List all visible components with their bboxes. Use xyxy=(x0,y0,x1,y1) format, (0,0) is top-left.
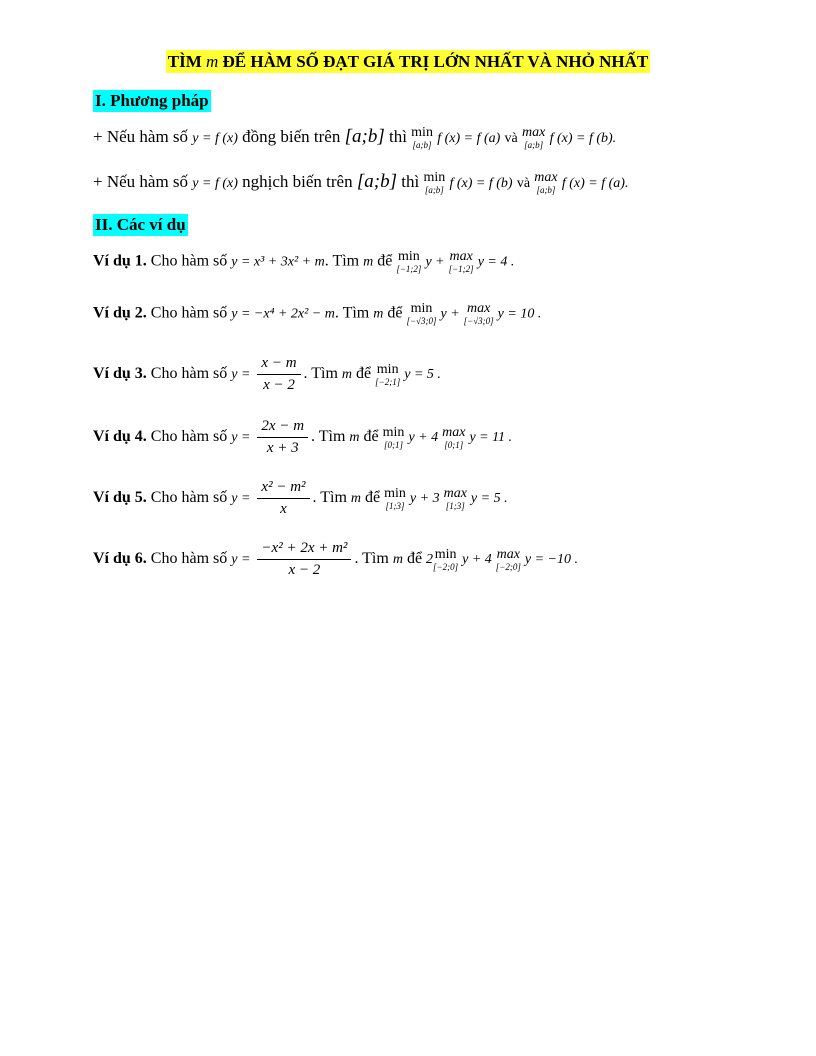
example-4: Ví dụ 4. Cho hàm số y = $\frac{2x - m}{x + 3}$ . Tìm m để min [0;1] y + 4 max [0;1] y = 11 . xyxy=(93,418,513,456)
section-heading-method: I. Phương pháp xyxy=(95,91,209,110)
example-6: Ví dụ 6. Cho hàm số y = $\frac{\text{−x² + 2x + m²}}{x - 2}$ . Tìm m để 2 min [−2;0] y + 4 max [−2;0] y = −10 . xyxy=(93,540,578,578)
example-2: Ví dụ 2. Cho hàm số y = −x⁴ + 2x² − m. Tìm m để min [−√3;0] y + max [−√3;0] y = 10 . xyxy=(93,301,542,326)
example-1: Ví dụ 1. Cho hàm số y = x³ + 3x² + m. Tìm m để min [−1;2] y + max [−1;2] y = 4 . xyxy=(93,249,515,274)
example-3: Ví dụ 3. Cho hàm số y = $\frac{x - m}{x - 2}$ . Tìm m để min [−2;1] y = 5 . xyxy=(93,355,441,393)
document-title: TÌM m ĐỂ HÀM SỐ ĐẠT GIÁ TRỊ LỚN NHẤT VÀ NHỎ NHẤT xyxy=(167,52,649,71)
rule-decreasing: + Nếu hàm số y = f (x) nghịch biến trên [a;b] thì min [a;b] f (x) = f (b) và max [a;b] f (x) = f (a). xyxy=(93,170,629,196)
rule-increasing: + Nếu hàm số y = f (x) đồng biến trên [a;b] thì min [a;b] f (x) = f (a) và max [a;b] f (x) = f (b). xyxy=(93,125,617,151)
section-heading-examples: II. Các ví dụ xyxy=(95,215,186,234)
example-5: Ví dụ 5. Cho hàm số y = $\frac{\text{x² − m²}}{x}$ . Tìm m để min [1;3] y + 3 max [1;3] y = 5 . xyxy=(93,479,508,517)
